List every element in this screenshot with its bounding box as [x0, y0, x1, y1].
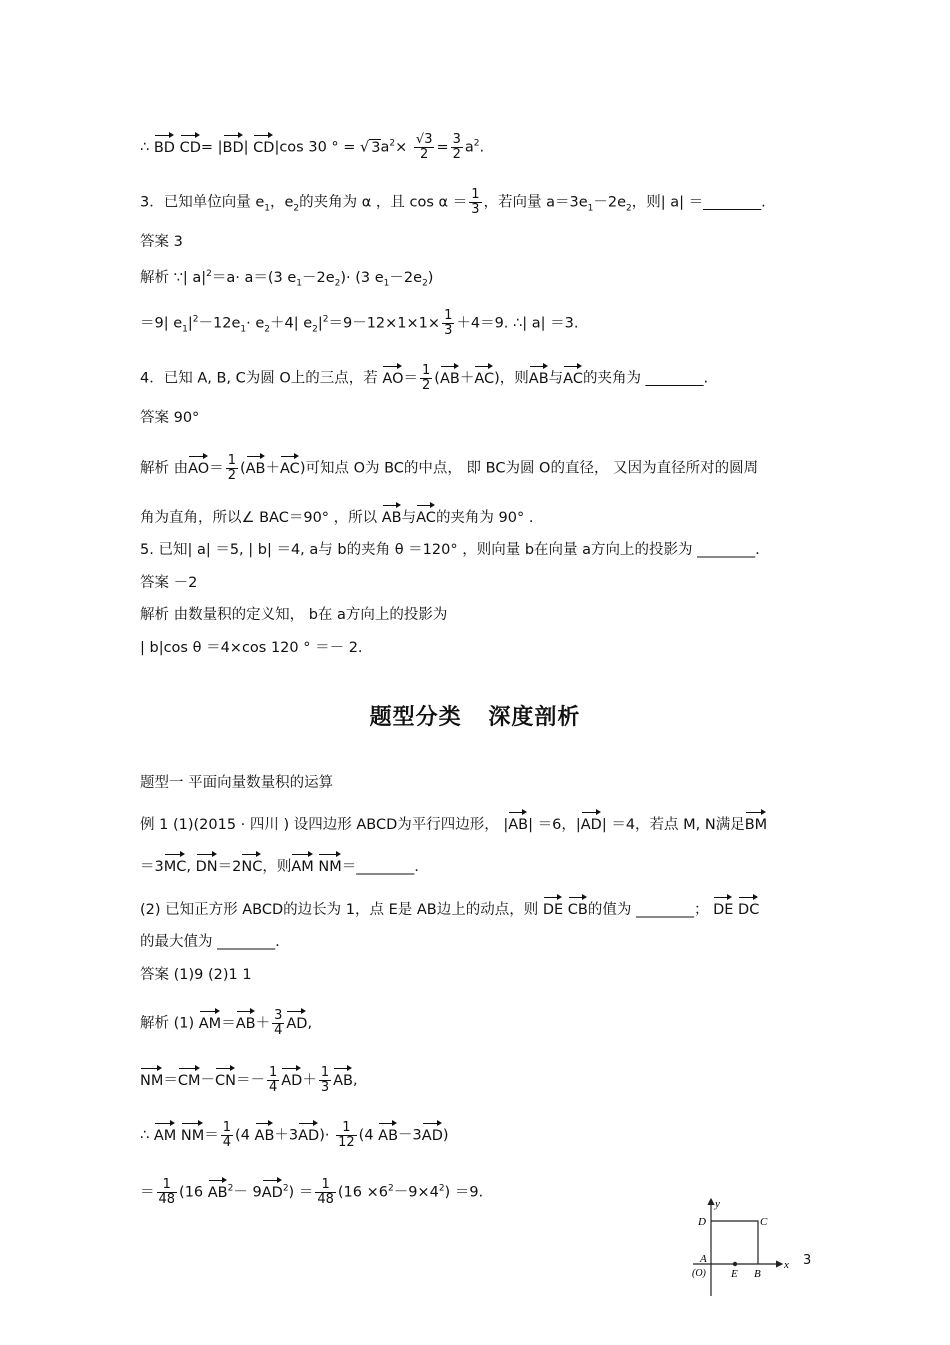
denominator: 3 [320, 1080, 330, 1095]
text: a [380, 139, 390, 156]
subscript: 1 [182, 324, 188, 335]
vector-nc: NC [241, 859, 263, 875]
vector-bd: BD [153, 139, 175, 156]
text: )· [319, 1127, 330, 1144]
fraction [315, 1178, 336, 1207]
problem-3 [140, 188, 766, 218]
text: (16 ×6 [337, 1184, 388, 1201]
subscript: 2 [312, 324, 318, 335]
text: )，则 [494, 370, 529, 387]
vector-ab: AB [245, 460, 266, 477]
text: ( [239, 460, 246, 477]
text: ＝ [163, 1072, 178, 1089]
denominator: 4 [268, 1080, 278, 1095]
problem-4 [140, 364, 708, 393]
text: ＝ [140, 1184, 155, 1201]
text: ＝9－12×1×1× [328, 315, 441, 332]
example-1-cont [140, 857, 419, 877]
label-d: D [698, 1216, 706, 1228]
topic-title: 题型一 平面向量数量积的运算 [140, 775, 334, 791]
label-b: B [754, 1268, 761, 1280]
example-1-part-2-cont: 的最大值为 ________. [140, 934, 280, 950]
vector-ab: AB [378, 1127, 399, 1144]
text: a [464, 139, 474, 156]
exponent: 2 [389, 138, 396, 149]
text: · e [246, 315, 265, 332]
fraction [451, 133, 463, 162]
vector-nm: NM [318, 859, 342, 875]
fraction [336, 1121, 357, 1150]
vector-ad: AD [298, 1127, 320, 1144]
denominator: 2 [227, 468, 236, 483]
text: 角为直角，所以∠ BAC＝90° ，所以 [140, 510, 378, 526]
fraction [319, 1066, 331, 1095]
problem-5: 5. 已知| a| ＝5, | b| ＝4, a与 b的夹角 θ ＝120° ，则向量 b在向量 a方向上的投影为 ________. [140, 542, 760, 558]
text: ＝ [403, 370, 418, 387]
analysis-5-cont: | b|cos θ ＝4×cos 120 ° ＝－ 2. [140, 640, 363, 656]
text: (2) 已知正方形 ABCD的边长为 1，点 E是 AB边上的动点，则 [140, 902, 539, 918]
vector-mc: MC [163, 859, 187, 875]
text: ＝3 [140, 859, 164, 875]
text: )可知点 O为 BC的中点， 即 BC为圆 O的直径， 又因为直径所对的圆周 [299, 460, 759, 477]
text: |cos 30 ° = [274, 139, 356, 156]
analysis-5: 解析 由数量积的定义知， b在 a方向上的投影为 [140, 607, 448, 623]
analysis-4-cont [140, 508, 533, 528]
text: (16 [179, 1184, 204, 1201]
vector-ac: AC [416, 510, 436, 526]
fraction [420, 364, 432, 393]
numerator: 1 [157, 1178, 178, 1193]
vector-cn: CN [215, 1072, 236, 1089]
vector-bm: BM [744, 817, 768, 833]
square-coordinate-figure [688, 1196, 798, 1301]
vector-ab: AB [254, 1127, 275, 1144]
exponent: 2 [473, 138, 480, 149]
text: ＝2 [217, 859, 242, 875]
numerator: 1 [320, 1065, 330, 1080]
square-edges [711, 1221, 758, 1264]
text: ＋4＝9. ∴| a| ＝3. [456, 315, 579, 332]
text: ＝9| e [140, 315, 183, 332]
numerator: 1 [222, 1120, 232, 1135]
vector-ac: AC [280, 460, 300, 477]
numerator: 1 [444, 308, 453, 323]
example-1 [140, 815, 767, 835]
vector-ab: AB [439, 370, 460, 387]
fraction [469, 188, 481, 217]
exponent: 2 [387, 1183, 394, 1194]
label-c: C [760, 1216, 768, 1228]
text-line [140, 133, 484, 162]
text: －3 [398, 1127, 422, 1144]
numerator: 1 [268, 1065, 278, 1080]
vector-ad: AD [421, 1127, 443, 1144]
subscript: 1 [264, 203, 270, 214]
vector-bd: BD [222, 139, 244, 156]
vector-ao: AO [188, 460, 210, 477]
vector-cd: CD [179, 139, 201, 156]
text: ＋ [265, 460, 281, 477]
text: － [200, 1072, 215, 1089]
text: ＋4| e [269, 315, 313, 332]
vector-ab: AB [528, 370, 549, 387]
text: | ＝4，若点 M, N满足 [601, 817, 745, 833]
therefore-symbol: ∴ [140, 1127, 150, 1144]
text: 解析 (1) [140, 1015, 195, 1032]
text: ) [442, 1127, 449, 1144]
vector-nm: NM [180, 1127, 205, 1144]
text: , [353, 1072, 358, 1089]
numerator: 1 [471, 187, 480, 202]
subscript: 1 [296, 278, 302, 289]
text: 的夹角为 ________. [582, 370, 709, 387]
subscript: 1 [587, 203, 594, 214]
subscript: 2 [334, 278, 341, 289]
vector-ab: AB [508, 817, 529, 833]
vector-ab: AB [235, 1015, 256, 1032]
vector-ao: AO [382, 370, 404, 387]
text: 例 1 (1)(2015 · 四川 ) 设四边形 ABCD为平行四边形， | [140, 817, 509, 833]
vector-am: AM [153, 1127, 177, 1144]
numerator: 3 [452, 132, 461, 147]
text: 解析 由 [140, 460, 189, 477]
vector-ac: AC [474, 370, 495, 387]
text: －2e [301, 269, 335, 286]
fraction [157, 1178, 178, 1207]
denominator: 4 [222, 1135, 232, 1150]
text: ＝ [221, 1015, 236, 1032]
fraction [267, 1066, 279, 1095]
subscript: 1 [240, 324, 247, 335]
analysis-example-1 [140, 1009, 312, 1038]
numerator: 3 [274, 1008, 283, 1023]
vector-am: AM [291, 859, 314, 875]
vector-dc: DC [738, 902, 760, 918]
exponent: 2 [227, 1183, 234, 1194]
text: ＋3 [274, 1127, 299, 1144]
subscript: 2 [293, 203, 300, 214]
point-e [733, 1262, 737, 1266]
text: | [243, 139, 249, 156]
text: －9×4 [393, 1184, 439, 1201]
text: ) [427, 269, 434, 286]
denominator: 3 [471, 202, 480, 217]
numerator: 1 [336, 1121, 357, 1136]
denominator: 48 [317, 1192, 334, 1207]
text: ＝________. [341, 859, 419, 875]
numerator: √3 [415, 132, 433, 147]
text: ＋ [459, 370, 475, 387]
label-a: A [700, 1253, 707, 1265]
exponent: 2 [322, 314, 329, 325]
therefore-symbol: ∴ [140, 139, 150, 156]
vector-am: AM [198, 1015, 222, 1032]
analysis-line-result [140, 1178, 483, 1207]
denominator: 48 [158, 1192, 176, 1207]
subscript: 2 [422, 278, 428, 289]
text: (4 [235, 1127, 250, 1144]
text: 4．已知 A, B, C为圆 O上的三点，若 [140, 370, 378, 387]
answer-4: 答案 90° [140, 410, 200, 426]
section-heading: 题型分类 深度剖析 [369, 705, 581, 730]
denominator: 2 [420, 147, 429, 162]
answer-3: 答案 3 [140, 234, 183, 250]
vector-ac: AC [563, 370, 583, 387]
text: ) ＝ [288, 1184, 314, 1201]
fraction [226, 454, 238, 483]
text: 的夹角为 90° . [435, 510, 534, 526]
denominator: 12 [338, 1135, 355, 1150]
text: ，e [270, 194, 294, 211]
text: | ＝6，| [528, 817, 581, 833]
vector-ab: AB [381, 510, 402, 526]
text: －12e [198, 315, 241, 332]
fraction [221, 1121, 233, 1150]
fraction [414, 133, 435, 162]
denominator: 2 [452, 147, 461, 162]
subscript: 1 [383, 278, 390, 289]
exponent: 2 [282, 1183, 289, 1194]
text: －2e [593, 194, 627, 211]
vector-nm: NM [140, 1072, 164, 1089]
text: ＋ [255, 1015, 271, 1032]
denominator: 4 [274, 1023, 283, 1038]
text: ) ＝9. [444, 1184, 484, 1201]
text: ＝－ [235, 1072, 265, 1089]
text: = | [200, 139, 223, 156]
text: | [187, 315, 193, 332]
denominator: 2 [421, 378, 431, 393]
subscript: 2 [626, 203, 632, 214]
text: 的值为 ________； [587, 902, 709, 918]
text: ＝ [204, 1127, 219, 1144]
text: 与 [548, 370, 564, 387]
text: | [317, 315, 323, 332]
text: . [479, 139, 485, 156]
text: ，则 [262, 859, 292, 875]
vector-ad: AD [286, 1015, 308, 1032]
vector-ad: AD [580, 817, 602, 833]
sqrt-sign: √ [360, 139, 370, 156]
analysis-line-nm [140, 1066, 358, 1095]
analysis-3 [140, 264, 433, 294]
exponent: 2 [438, 1183, 445, 1194]
text: ＝ [209, 460, 224, 477]
analysis-4 [140, 454, 758, 483]
exponent: 2 [206, 269, 212, 279]
answer-5: 答案 －2 [140, 575, 198, 591]
vector-cm: CM [177, 1072, 201, 1089]
text: －2e [389, 269, 423, 286]
text: 与 [401, 510, 417, 526]
subscript: 2 [264, 324, 270, 335]
analysis-3-cont [140, 309, 578, 339]
text: )· (3 e [340, 269, 384, 286]
text: ＝a· a＝(3 e [211, 269, 297, 286]
text: , [186, 859, 191, 875]
vector-ab: AB [207, 1184, 228, 1201]
y-axis-label: y [715, 1198, 720, 1210]
vector-de: DE [542, 902, 564, 918]
label-o: (O) [692, 1268, 706, 1279]
text: × [395, 139, 408, 156]
page-number: 3 [803, 1253, 812, 1268]
x-axis-label: x [784, 1259, 789, 1271]
radicand: 3 [371, 139, 381, 156]
numerator: 1 [421, 363, 431, 378]
text: ，则| a| ＝________. [631, 194, 766, 211]
analysis-line-product [140, 1121, 449, 1150]
fraction [272, 1009, 284, 1038]
text: 3．已知单位向量 e [140, 194, 265, 211]
fraction [442, 309, 454, 338]
vector-dn: DN [195, 859, 218, 875]
text: 的夹角为 α ，且 cos α ＝ [299, 194, 468, 211]
text: ( [434, 370, 440, 387]
vector-ad: AD [261, 1184, 283, 1201]
numerator: 1 [315, 1178, 336, 1193]
vector-de: DE [713, 902, 734, 918]
example-1-part-2 [140, 900, 759, 920]
denominator: 3 [444, 323, 453, 338]
vector-cd: CD [253, 139, 275, 156]
text: ＋ [302, 1072, 317, 1089]
text: － 9 [233, 1184, 262, 1201]
text: (4 [358, 1127, 374, 1144]
exponent: 2 [192, 314, 199, 325]
answer-example-1: 答案 (1)9 (2)1 1 [140, 967, 252, 983]
numerator: 1 [227, 453, 236, 468]
text: ，若向量 a＝3e [483, 194, 588, 211]
vector-ad: AD [281, 1072, 303, 1089]
vector-ab: AB [333, 1072, 354, 1089]
text: = [436, 139, 449, 156]
text: 解析 ∵| a| [140, 269, 207, 286]
label-e: E [731, 1268, 738, 1280]
vector-cb: CB [567, 902, 588, 918]
text: , [307, 1015, 313, 1032]
